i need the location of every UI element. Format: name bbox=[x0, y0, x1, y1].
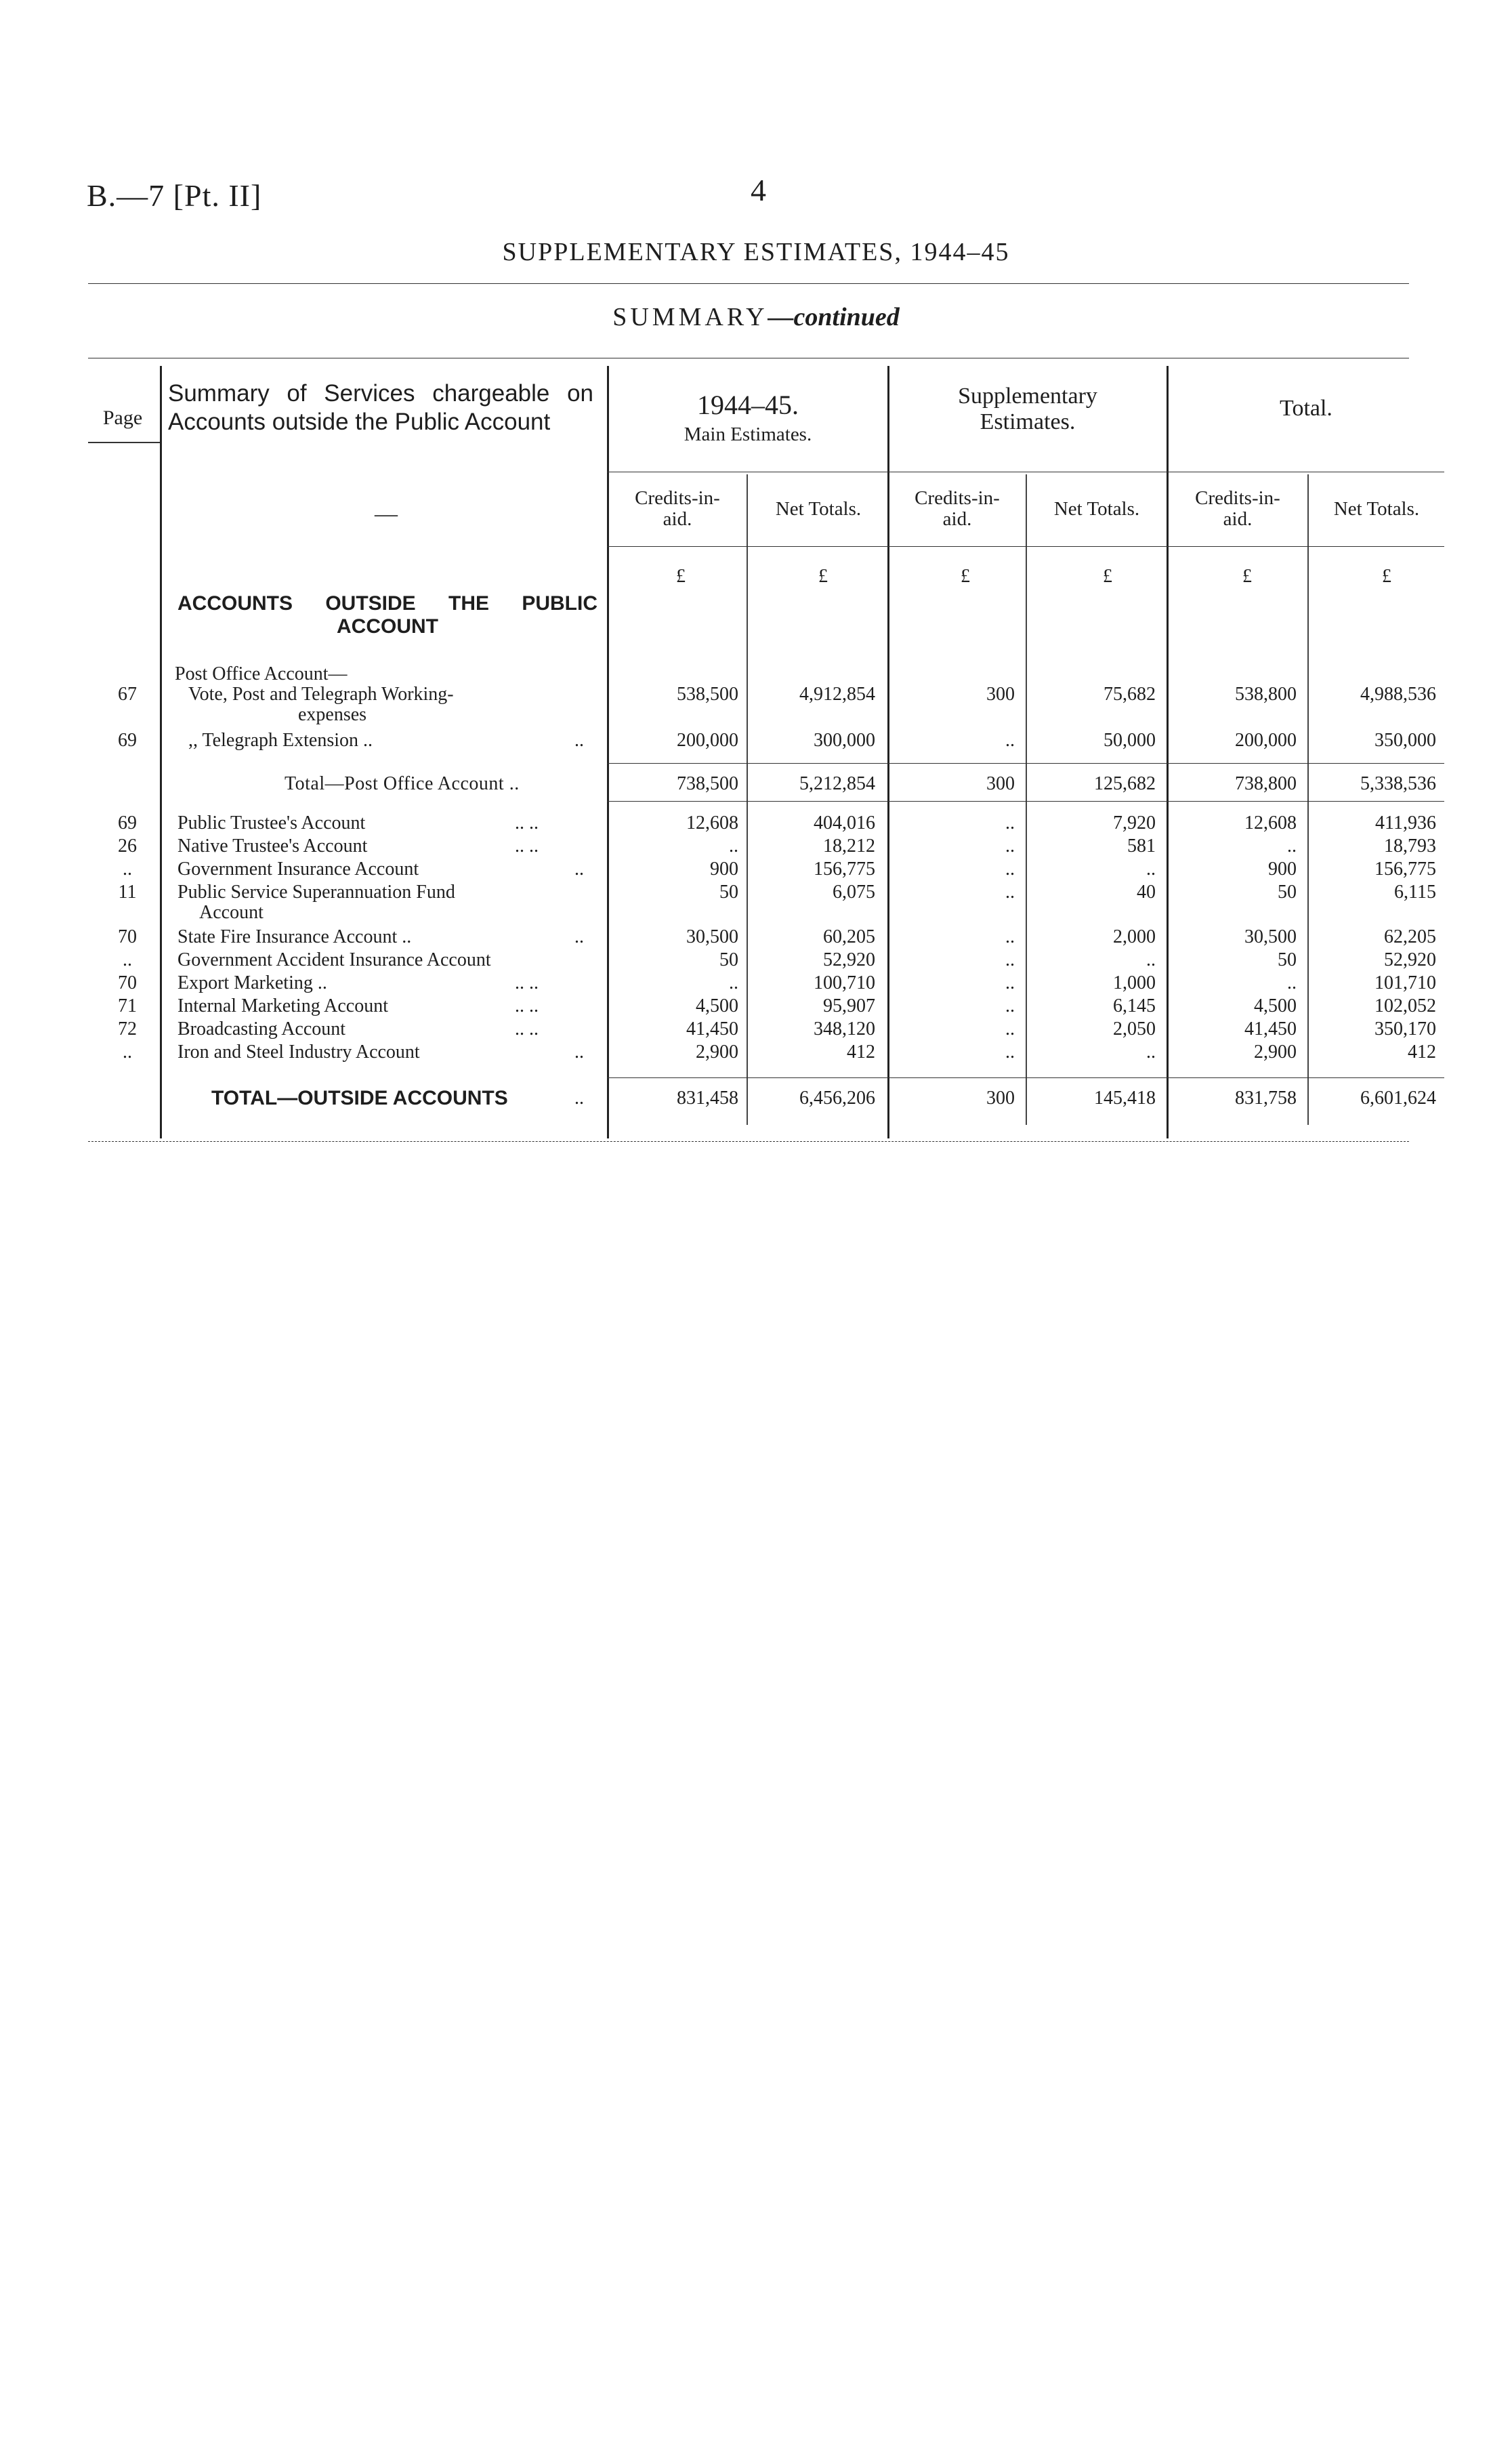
supp-credits-line-2: aid. bbox=[942, 508, 972, 530]
row-value: .. bbox=[1005, 730, 1015, 751]
row-value: 412 bbox=[1408, 1042, 1436, 1063]
row-description: Export Marketing .. bbox=[177, 972, 327, 993]
row-value: 350,000 bbox=[1374, 730, 1436, 751]
supp-credits-line-1: Credits-in- bbox=[915, 487, 1000, 509]
grand-total-value: 831,758 bbox=[1235, 1088, 1297, 1109]
row-description-continued: Account bbox=[199, 902, 264, 923]
row-value: .. bbox=[1005, 1018, 1015, 1040]
row-value: 6,115 bbox=[1394, 882, 1436, 903]
currency-symbol: £ bbox=[1242, 566, 1252, 587]
document-reference: B.—7 [Pt. II] bbox=[87, 178, 262, 213]
row-value: 50,000 bbox=[1104, 730, 1156, 751]
row-description: Public Service Superannuation Fund bbox=[177, 882, 455, 903]
row-value: 5,338,536 bbox=[1360, 773, 1436, 794]
summary-label: SUMMARY bbox=[612, 303, 768, 331]
row-value: .. bbox=[1005, 972, 1015, 993]
total-credits-header bbox=[1168, 488, 1307, 530]
row-page-ref: .. bbox=[123, 949, 132, 970]
main-credits-line-2: aid. bbox=[663, 508, 692, 530]
row-page-ref: 11 bbox=[118, 882, 137, 903]
total-group-label: Total. bbox=[1280, 396, 1332, 421]
row-value: .. bbox=[1287, 836, 1297, 857]
row-value: 7,920 bbox=[1113, 812, 1156, 834]
currency-symbol: £ bbox=[676, 566, 686, 587]
currency-symbol: £ bbox=[961, 566, 970, 587]
row-value: .. bbox=[1005, 995, 1015, 1016]
row-value: 2,050 bbox=[1113, 1018, 1156, 1040]
row-leader-dots: .. bbox=[574, 926, 584, 947]
currency-symbol: £ bbox=[1382, 566, 1391, 587]
grand-total-value: 6,601,624 bbox=[1360, 1088, 1436, 1109]
row-value: 2,900 bbox=[696, 1042, 738, 1063]
row-value: 4,988,536 bbox=[1360, 684, 1436, 705]
row-value: 62,205 bbox=[1384, 926, 1436, 947]
row-value: 5,212,854 bbox=[799, 773, 875, 794]
row-value: 738,800 bbox=[1235, 773, 1297, 794]
main-estimates-year: 1944–45. bbox=[697, 390, 799, 420]
row-leader-dots: .. .. bbox=[515, 1018, 539, 1040]
row-page-ref: 70 bbox=[118, 926, 137, 947]
subtotal-top-rule bbox=[607, 763, 1444, 764]
row-value: 412 bbox=[847, 1042, 875, 1063]
row-value: 30,500 bbox=[686, 926, 738, 947]
row-value: 411,936 bbox=[1375, 812, 1436, 834]
row-value: 52,920 bbox=[823, 949, 875, 970]
currency-symbol: £ bbox=[1103, 566, 1112, 587]
row-value: 348,120 bbox=[814, 1018, 875, 1040]
row-value: 102,052 bbox=[1374, 995, 1436, 1016]
row-value: .. bbox=[729, 972, 738, 993]
supplementary-label-1: Supplementary bbox=[958, 384, 1097, 409]
row-value: 6,145 bbox=[1113, 995, 1156, 1016]
row-value: 6,075 bbox=[833, 882, 875, 903]
row-value: .. bbox=[1005, 836, 1015, 857]
title-rule bbox=[88, 283, 1409, 284]
row-leader-dots: .. bbox=[574, 1042, 584, 1063]
main-credits-line-1: Credits-in- bbox=[635, 487, 720, 509]
row-value: 101,710 bbox=[1374, 972, 1436, 993]
row-value: 4,912,854 bbox=[799, 684, 875, 705]
row-value: 60,205 bbox=[823, 926, 875, 947]
grand-total-label: TOTAL—OUTSIDE ACCOUNTS bbox=[211, 1087, 508, 1109]
row-value: 40 bbox=[1137, 882, 1156, 903]
main-estimates-label: Main Estimates. bbox=[684, 424, 812, 445]
services-header-dash: — bbox=[375, 501, 398, 527]
row-value: 300 bbox=[986, 684, 1015, 705]
row-value: 18,212 bbox=[823, 836, 875, 857]
row-value: 95,907 bbox=[823, 995, 875, 1016]
row-value: 18,793 bbox=[1384, 836, 1436, 857]
row-value: 50 bbox=[719, 882, 738, 903]
row-value: 125,682 bbox=[1094, 773, 1156, 794]
row-value: 30,500 bbox=[1244, 926, 1297, 947]
page-column-header: Page bbox=[102, 407, 143, 429]
row-page-ref: 72 bbox=[118, 1018, 137, 1040]
total-net-header: Net Totals. bbox=[1333, 498, 1420, 520]
subtotal-bottom-rule bbox=[607, 801, 1444, 802]
row-value: 200,000 bbox=[1235, 730, 1297, 751]
row-value: 1,000 bbox=[1113, 972, 1156, 993]
grand-total-value: 831,458 bbox=[677, 1088, 738, 1109]
row-value: .. bbox=[1005, 926, 1015, 947]
row-description: Internal Marketing Account bbox=[177, 995, 389, 1016]
row-value: 300 bbox=[986, 773, 1015, 794]
row-value: 50 bbox=[1278, 949, 1297, 970]
row-description: Government Accident Insurance Account bbox=[177, 949, 491, 970]
page-column-divider bbox=[160, 366, 162, 1138]
total-credits-line-1: Credits-in- bbox=[1195, 487, 1280, 509]
row-value: 538,800 bbox=[1235, 684, 1297, 705]
row-value: .. bbox=[1146, 949, 1156, 970]
total-credits-line-2: aid. bbox=[1223, 508, 1253, 530]
supplementary-label-2: Estimates. bbox=[980, 409, 1076, 434]
row-description: ,, Telegraph Extension .. bbox=[188, 730, 373, 751]
section-heading: ACCOUNTS OUTSIDE THE PUBLIC bbox=[177, 592, 597, 615]
row-description: Government Insurance Account bbox=[177, 859, 419, 880]
row-page-ref: 26 bbox=[118, 836, 137, 857]
row-value: .. bbox=[1005, 1042, 1015, 1063]
row-value: 538,500 bbox=[677, 684, 738, 705]
row-value: 75,682 bbox=[1104, 684, 1156, 705]
row-value: .. bbox=[1287, 972, 1297, 993]
row-leader-dots: .. bbox=[574, 730, 584, 751]
row-value: 900 bbox=[710, 859, 738, 880]
row-description: Broadcasting Account bbox=[177, 1018, 346, 1040]
row-value: 52,920 bbox=[1384, 949, 1436, 970]
row-leader-dots: .. bbox=[574, 859, 584, 880]
row-leader-dots: .. .. bbox=[515, 972, 539, 993]
row-value: .. bbox=[729, 836, 738, 857]
row-value: 404,016 bbox=[814, 812, 875, 834]
row-page-ref: .. bbox=[123, 859, 132, 880]
row-description-continued: expenses bbox=[298, 704, 367, 725]
post-office-heading: Post Office Account— bbox=[175, 663, 348, 684]
row-value: 156,775 bbox=[1374, 859, 1436, 880]
subtotal-label: Total—Post Office Account .. bbox=[285, 773, 520, 794]
row-value: .. bbox=[1146, 859, 1156, 880]
row-description: Iron and Steel Industry Account bbox=[177, 1042, 420, 1063]
grand-total-value: 145,418 bbox=[1094, 1088, 1156, 1109]
row-leader-dots: .. .. bbox=[515, 836, 539, 857]
row-value: 2,000 bbox=[1113, 926, 1156, 947]
row-value: .. bbox=[1005, 812, 1015, 834]
main-net-header: Net Totals. bbox=[775, 498, 862, 520]
row-page-ref: 69 bbox=[118, 730, 137, 751]
row-value: .. bbox=[1146, 1042, 1156, 1063]
grand-total-top-rule bbox=[607, 1077, 1444, 1078]
row-value: 2,900 bbox=[1254, 1042, 1297, 1063]
row-description: Public Trustee's Account bbox=[177, 812, 366, 834]
supp-net-header: Net Totals. bbox=[1053, 498, 1140, 520]
row-value: 900 bbox=[1268, 859, 1297, 880]
row-value: 100,710 bbox=[814, 972, 875, 993]
row-value: 738,500 bbox=[677, 773, 738, 794]
main-credits-header bbox=[608, 488, 747, 530]
summary-suffix: —continued bbox=[768, 303, 900, 331]
row-value: 50 bbox=[719, 949, 738, 970]
row-leader-dots: .. .. bbox=[515, 995, 539, 1016]
table-bottom-rule bbox=[88, 1141, 1409, 1142]
row-leader-dots: .. .. bbox=[515, 812, 539, 834]
summary-heading bbox=[0, 302, 1512, 332]
page-number: 4 bbox=[751, 173, 766, 207]
row-value: 300,000 bbox=[814, 730, 875, 751]
row-value: .. bbox=[1005, 882, 1015, 903]
document-title: SUPPLEMENTARY ESTIMATES, 1944–45 bbox=[502, 238, 1010, 266]
row-page-ref: 67 bbox=[118, 684, 137, 705]
row-description: State Fire Insurance Account .. bbox=[177, 926, 412, 947]
row-page-ref: 70 bbox=[118, 972, 137, 993]
supp-credits-header bbox=[889, 488, 1026, 530]
row-description: Native Trustee's Account bbox=[177, 836, 368, 857]
row-value: 12,608 bbox=[686, 812, 738, 834]
row-page-ref: 71 bbox=[118, 995, 137, 1016]
row-page-ref: 69 bbox=[118, 812, 137, 834]
grand-total-value: 300 bbox=[986, 1088, 1015, 1109]
row-value: 4,500 bbox=[1254, 995, 1297, 1016]
page-header-rule bbox=[88, 442, 160, 443]
grand-total-value: 6,456,206 bbox=[799, 1088, 875, 1109]
section-heading-2: ACCOUNT bbox=[337, 615, 438, 638]
row-value: 12,608 bbox=[1244, 812, 1297, 834]
row-value: 50 bbox=[1278, 882, 1297, 903]
row-page-ref: .. bbox=[123, 1042, 132, 1063]
services-column-header: Summary of Services chargeable on Accounts outside the Public Account bbox=[168, 380, 593, 435]
row-description: Vote, Post and Telegraph Working- bbox=[188, 684, 454, 705]
row-value: 41,450 bbox=[686, 1018, 738, 1040]
row-value: 156,775 bbox=[814, 859, 875, 880]
row-value: 350,170 bbox=[1374, 1018, 1436, 1040]
subheader-rule bbox=[607, 546, 1444, 547]
grand-total-leader: .. bbox=[574, 1088, 584, 1109]
row-value: .. bbox=[1005, 859, 1015, 880]
currency-symbol: £ bbox=[818, 566, 828, 587]
row-value: 41,450 bbox=[1244, 1018, 1297, 1040]
row-value: 200,000 bbox=[677, 730, 738, 751]
row-value: .. bbox=[1005, 949, 1015, 970]
row-value: 581 bbox=[1127, 836, 1156, 857]
row-value: 4,500 bbox=[696, 995, 738, 1016]
